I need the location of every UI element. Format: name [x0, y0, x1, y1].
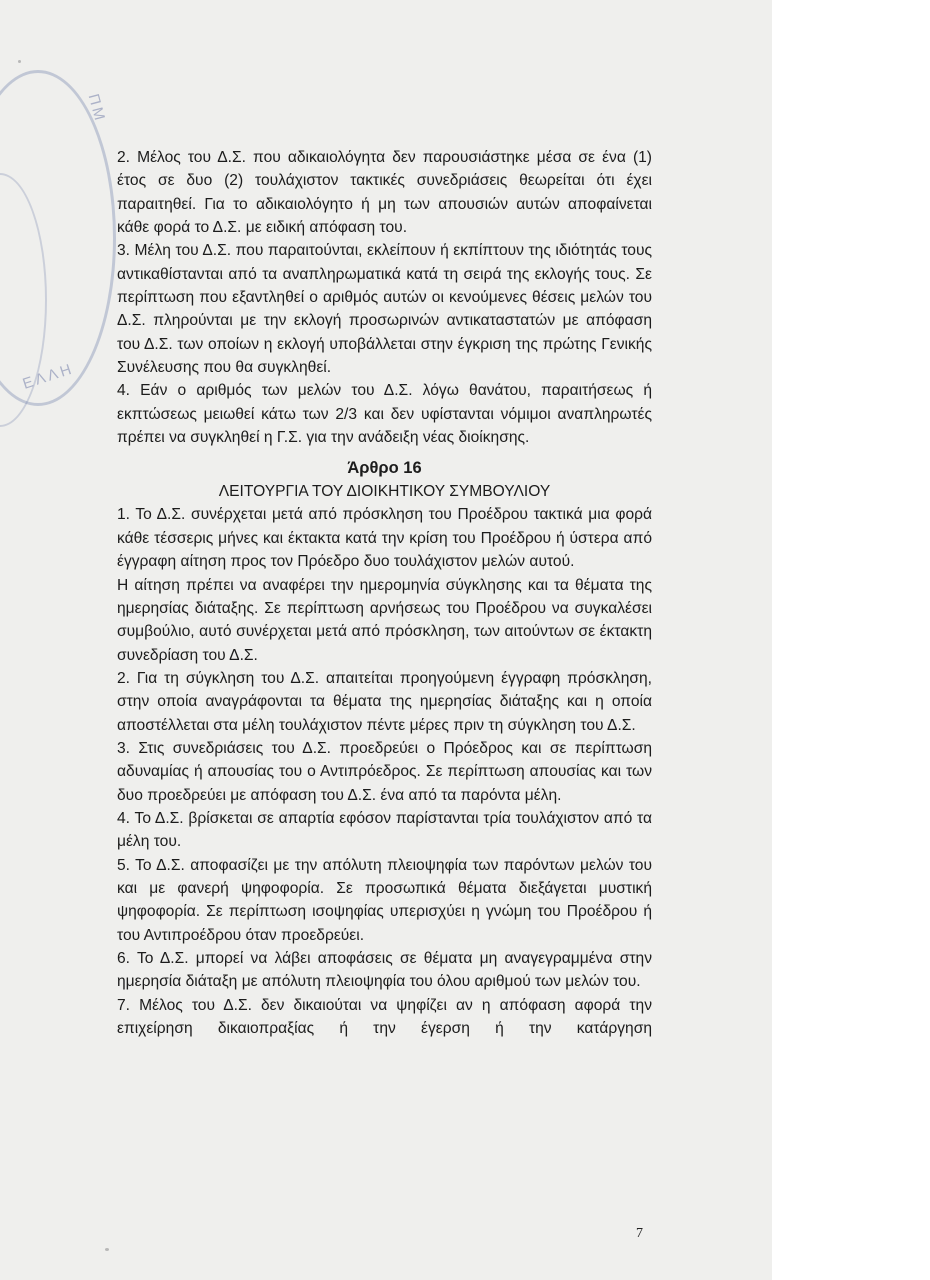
article-subtitle: ΛΕΙΤΟΥΡΓΙΑ ΤΟΥ ΔΙΟΙΚΗΤΙΚΟΥ ΣΥΜΒΟΥΛΙΟΥ — [218, 483, 551, 501]
paragraph: 6. Το Δ.Σ. μπορεί να λάβει αποφάσεις σε θέματα μη αναγεγραμμένα στην ημερησία διάταξη με απόλυτη πλειοψηφία του όλου αριθμού των μελών του. — [117, 950, 652, 991]
paragraph: 2. Μέλος του Δ.Σ. που αδικαιολόγητα δεν παρουσιάστηκε μέσα σε ένα (1) έτος σε δυο (2) τουλάχιστον τακτικές συνεδριάσεις θεωρείται ότι έχει παραιτηθεί. Για το αδικαιολόγητο ή μη των απουσιών αυτών αποφαίνεται κάθε φορά το Δ.Σ. με ειδική απόφαση του. — [117, 149, 652, 237]
scan-speck — [18, 60, 21, 63]
paragraph: 3. Μέλη του Δ.Σ. που παραιτούνται, εκλείπουν ή εκπίπτουν της ιδιότητάς τους αντικαθίστανται από τα αναπληρωματικά κατά τη σειρά της εκλογής τους. Σε περίπτωση που εξαντληθεί ο αριθμός αυτών οι κενούμενες θέσεις μελών του Δ.Σ. πληρούνται με την εκλογή προσωρινών αντικαταστατών με απόφαση του Δ.Σ. των οποίων η εκλογή υποβάλλεται στην έγκριση της πρώτης Γενικής Συνέλευσης που θα συγκληθεί. — [117, 242, 652, 377]
page-number: 7 — [636, 1226, 643, 1241]
paragraph: 4. Εάν ο αριθμός των μελών του Δ.Σ. λόγω θανάτου, παραιτήσεως ή εκπτώσεως μειωθεί κάτω των 2/3 και δεν υφίστανται νόμιμοι αναπληρωτές πρέπει να συγκληθεί η Γ.Σ. για την ανάδειξη νέας διοίκησης. — [117, 382, 652, 447]
paragraph: 3. Στις συνεδριάσεις του Δ.Σ. προεδρεύει ο Πρόεδρος και σε περίπτωση αδυναμίας ή απουσίας του ο Αντιπρόεδρος. Σε περίπτωση απουσίας και των δυο προεδρεύει με απόφαση του Δ.Σ. ένα από τα παρόντα μέλη. — [117, 739, 652, 804]
stamp-lettering: ΕΛΛΗ — [20, 360, 77, 393]
paragraph: 1. Το Δ.Σ. συνέρχεται μετά από πρόσκληση του Προέδρου τακτικά μια φορά κάθε τέσσερις μήνες και έκτακτα κατά την κρίση του Προέδρου ή ύστερα από έγγραφη αίτηση προς τον Πρόεδρο δυο τουλάχιστον μελών αυτού. — [117, 506, 652, 571]
document-body — [117, 146, 652, 1040]
paragraph: 5. Το Δ.Σ. αποφασίζει με την απόλυτη πλειοψηφία των παρόντων μελών του και με φανερή ψηφοφορία. Σε προσωπικά θέματα διεξάγεται μυστική ψηφοφορία. Σε περίπτωση ισοψηφίας υπερισχύει η γνώμη του Προέδρου ή του Αντιπροέδρου όταν προεδρεύει. — [117, 856, 652, 944]
stamp-inner-ring — [0, 173, 47, 427]
article-title: Άρθρο 16 — [347, 459, 422, 478]
paragraph: 2. Για τη σύγκληση του Δ.Σ. απαιτείται προηγούμενη έγγραφη πρόσκληση, στην οποία αναγράφονται τα θέματα της ημερησίας διάταξης και η οποία αποστέλλεται στα μέλη τουλάχιστον πέντε μέρες πριν τη σύγκληση του Δ.Σ. — [117, 669, 652, 734]
paragraph: Η αίτηση πρέπει να αναφέρει την ημερομηνία σύγκλησης και τα θέματα της ημερησίας διάταξης. Σε περίπτωση αρνήσεως του Προέδρου να συγκαλέσει συμβούλιο, αυτό συνέρχεται μετά από πρόσκληση, των αιτούντων σε έκτακτη συνεδρίαση του Δ.Σ. — [117, 576, 652, 664]
paragraph: 7. Μέλος του Δ.Σ. δεν δικαιούται να ψηφίζει αν η απόφαση αφορά την επιχείρηση δικαιοπραξίας ή την έγερση ή την κατάργηση — [117, 996, 652, 1038]
paragraph: 4. Το Δ.Σ. βρίσκεται σε απαρτία εφόσον παρίστανται τρία τουλάχιστον από τα μέλη του. — [117, 809, 652, 851]
scan-speck — [105, 1248, 109, 1251]
stamp-lettering-top: ΠΜ — [84, 92, 109, 125]
right-margin — [772, 0, 930, 1280]
